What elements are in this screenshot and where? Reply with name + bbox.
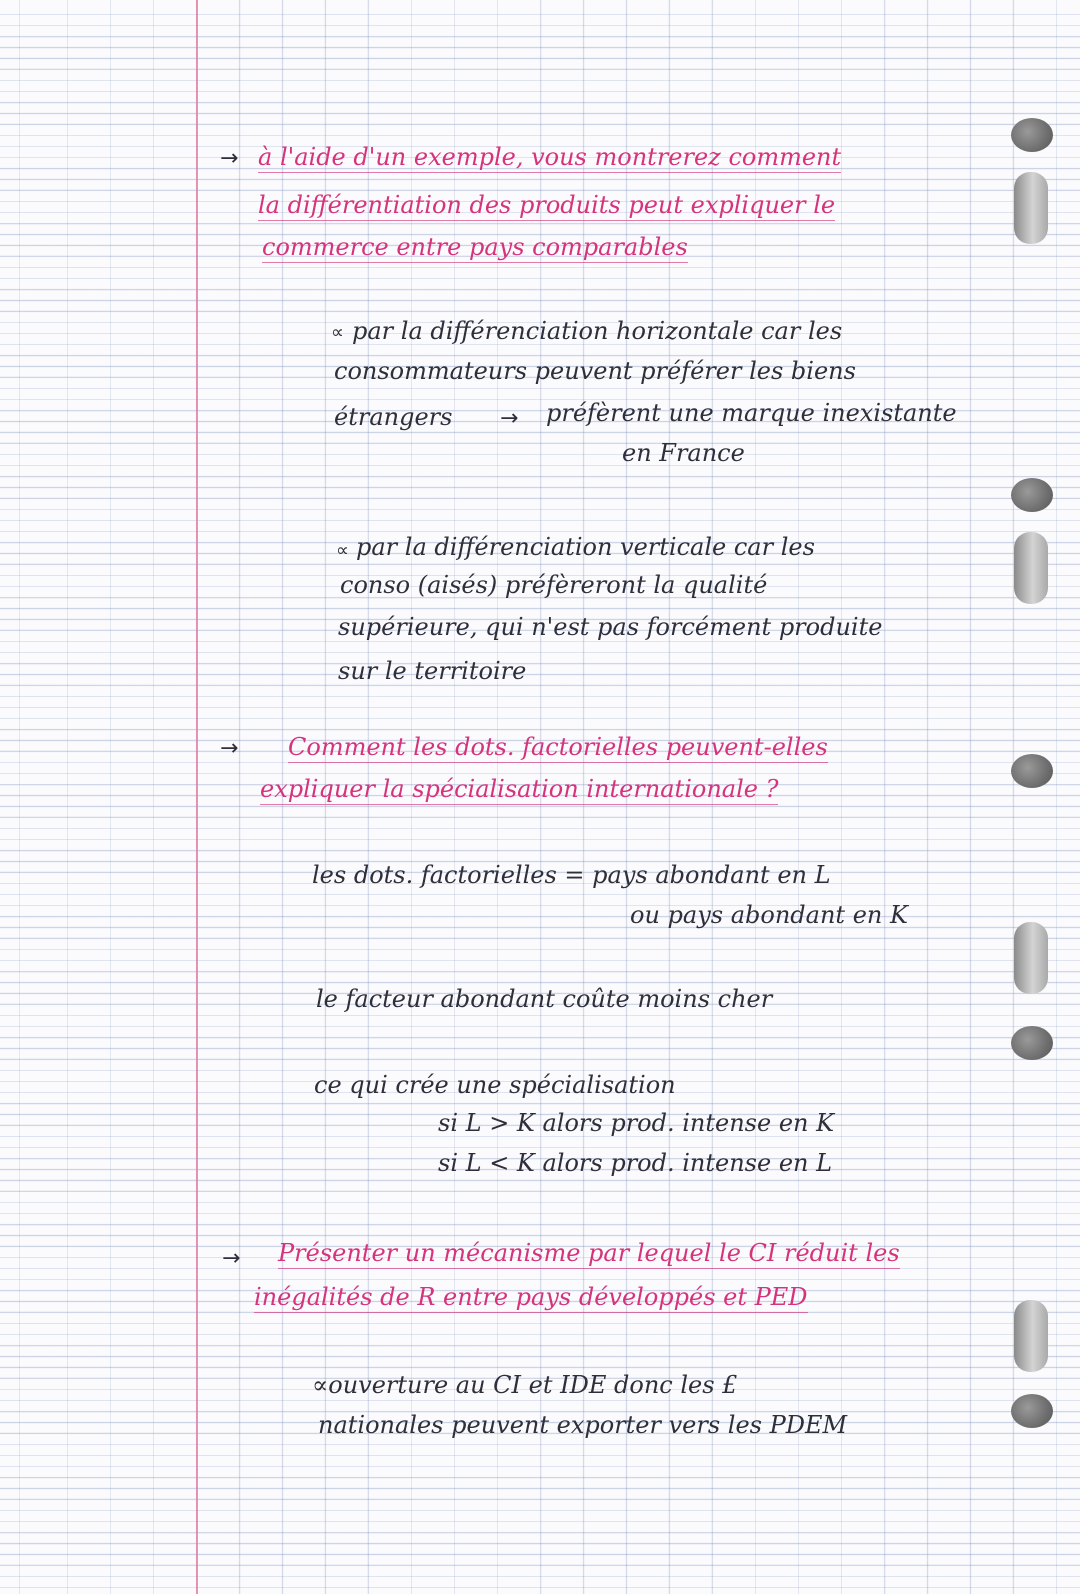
- binder-hole: [1011, 1026, 1053, 1060]
- binder-hole: [1011, 478, 1053, 512]
- question-2-line-1: Comment les dots. factorielles peuvent-elles: [288, 733, 828, 761]
- arrow-icon: →: [220, 146, 239, 171]
- margin-line: [196, 0, 198, 1594]
- question-2-line-2: expliquer la spécialisation internationale ?: [260, 775, 779, 803]
- answer-dotations-line-2: ou pays abondant en K: [630, 901, 908, 929]
- binder-hole: [1011, 754, 1053, 788]
- binder-slot: [1014, 922, 1048, 994]
- question-3-line-2: inégalités de R entre pays développés et PED: [254, 1283, 808, 1311]
- answer-vertical-line-3: supérieure, qui n'est pas forcément produite: [338, 613, 883, 641]
- answer-dotations-line-4: ce qui crée une spécialisation: [314, 1071, 676, 1099]
- answer-dotations-line-5: si L > K alors prod. intense en K: [438, 1109, 835, 1137]
- binder-slot: [1014, 532, 1048, 604]
- answer-horizontal-line-1: par la différenciation horizontale car les: [352, 317, 843, 345]
- bullet-icon: ∝: [331, 322, 344, 343]
- answer-horizontal-line-2: consommateurs peuvent préférer les biens: [334, 357, 856, 385]
- question-3-line-1: Présenter un mécanisme par lequel le CI réduit les: [278, 1239, 900, 1267]
- bullet-icon: ∝: [336, 540, 349, 561]
- answer-mechanism-line-2: nationales peuvent exporter vers les PDEM: [318, 1411, 848, 1439]
- answer-horizontal-line-4: préfèrent une marque inexistante: [546, 399, 957, 427]
- question-1-line-2: la différentiation des produits peut expliquer le: [258, 191, 836, 219]
- binder-hole: [1011, 118, 1053, 152]
- answer-vertical-line-2: conso (aisés) préfèreront la qualité: [340, 571, 768, 599]
- answer-horizontal-line-5: en France: [622, 439, 745, 467]
- question-1-line-1: à l'aide d'un exemple, vous montrerez comment: [258, 143, 842, 171]
- binder-slot: [1014, 172, 1048, 244]
- question-1-line-3: commerce entre pays comparables: [262, 233, 688, 261]
- answer-horizontal-line-3: étrangers: [334, 403, 453, 431]
- answer-mechanism-line-1: ∝ouverture au CI et IDE donc les £: [312, 1371, 738, 1399]
- arrow-icon: →: [500, 406, 519, 431]
- binder-hole: [1011, 1394, 1053, 1428]
- arrow-icon: →: [222, 1246, 241, 1271]
- binder-slot: [1014, 1300, 1048, 1372]
- answer-vertical-line-1: par la différenciation verticale car les: [356, 533, 815, 561]
- answer-dotations-line-1: les dots. factorielles = pays abondant en L: [312, 861, 831, 889]
- answer-dotations-line-3: le facteur abondant coûte moins cher: [316, 985, 773, 1013]
- answer-dotations-line-6: si L < K alors prod. intense en L: [438, 1149, 833, 1177]
- arrow-icon: →: [220, 736, 239, 761]
- answer-vertical-line-4: sur le territoire: [338, 657, 527, 685]
